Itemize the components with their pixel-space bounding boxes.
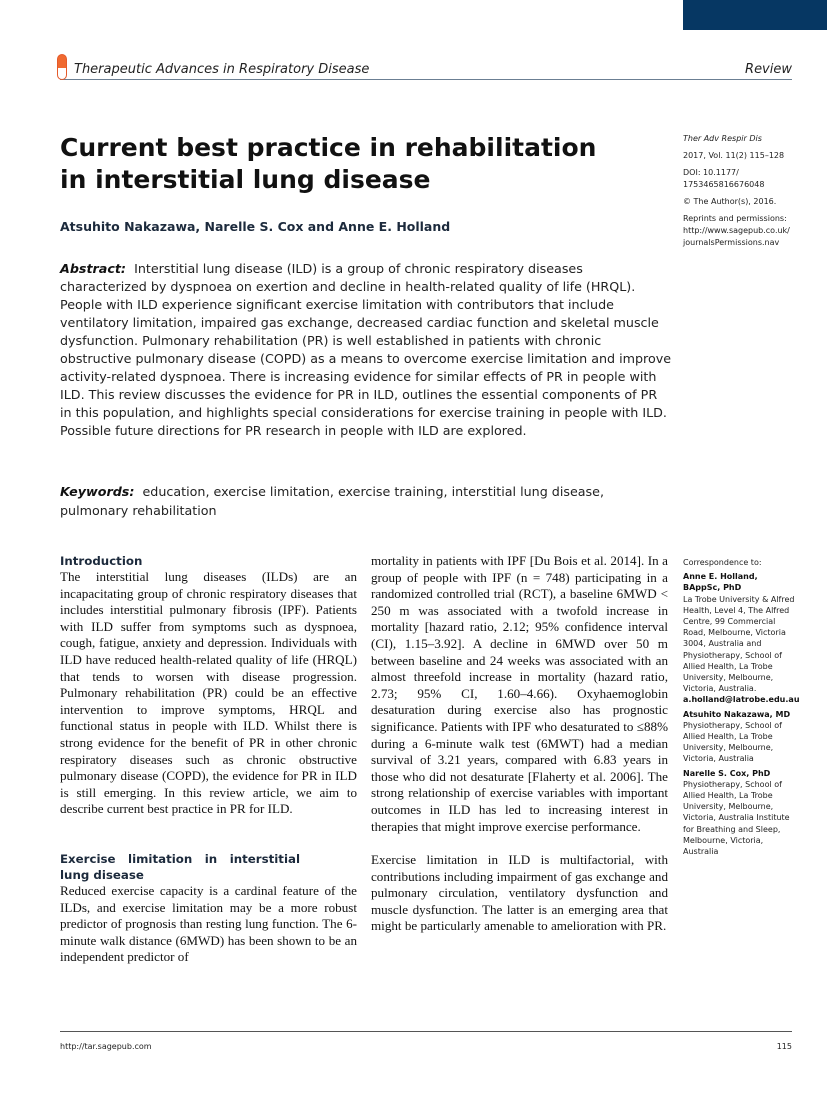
footer-divider [60, 1031, 792, 1032]
reprints[interactable]: Reprints and permissions: http://www.sagepub.co.uk/ journalsPermissions.nav [683, 214, 790, 247]
running-header [60, 60, 792, 80]
abstract-text: Interstitial lung disease (ILD) is a group of chronic respiratory diseases characterized by dyspnoea on exertion and decline in health-related quality of life (HRQL). People with ILD experience significant exercise limitation with contributors that include ventilatory limitation, impaired gas exchange, decreased cardiac function and skeletal muscle dysfunction. Pulmonary rehabilitation (PR) is well established in patients with chronic obstructive pulmonary disease (COPD) as a means to overcome exercise limitation and improve activity-related dyspnoea. There is increasing evidence for similar effects of PR in people with ILD. This review discusses the evidence for PR in ILD, outlines the essential components of PR in this population, and highlights special considerations for exercise training in people with ILD. Possible future directions for PR research in people with ILD are explored. [60, 261, 672, 438]
article-meta [683, 133, 808, 254]
correspondence [683, 557, 800, 860]
article-title: Current best practice in rehabilitation in interstitial lung disease [60, 133, 597, 194]
keywords [60, 482, 672, 520]
multifactorial-paragraph: Exercise limitation in ILD is multifactorial, with contributions including impairment of gas exchange and pulmonary circulation, ventilatory dysfunction and muscle dysfunction. The latter is an emerging area that might be particularly amenable to amelioration with PR. [371, 852, 668, 934]
body-column-2 [371, 553, 668, 935]
journal-abbr: Ther Adv Respir Dis [683, 134, 762, 143]
journal-name: Therapeutic Advances in Respiratory Disease [74, 62, 370, 77]
page-number: 115 [776, 1042, 792, 1051]
author-1-name: Anne E. Holland, BAppSc, PhD [683, 572, 758, 593]
author-1-email[interactable]: a.holland@latrobe.edu.au [683, 695, 800, 705]
author-2-name: Atsuhito Nakazawa, MD [683, 709, 791, 719]
keywords-label: Keywords: [60, 484, 135, 499]
author-3-address: Physiotherapy, School of Allied Health, La Trobe University, Melbourne, Victoria, Australia Institute for Breathing and Sleep, Melbourne, Victoria, Australia [683, 779, 790, 857]
section-heading-introduction: Introduction [60, 554, 143, 568]
doi: DOI: 10.1177/ 1753465816676048 [683, 168, 765, 189]
body-column-1 [60, 553, 357, 966]
section-heading-exercise-limitation: Exercise limitation in interstitial lung disease [60, 851, 300, 882]
volume: 2017, Vol. 11(2) 115–128 [683, 151, 785, 160]
authors: Atsuhito Nakazawa, Narelle S. Cox and Anne E. Holland [60, 219, 451, 234]
author-3-name: Narelle S. Cox, PhD [683, 768, 771, 778]
correspondence-label: Correspondence to: [683, 558, 762, 567]
copyright: © The Author(s), 2016. [683, 197, 777, 206]
exercise-paragraph: Reduced exercise capacity is a cardinal feature of the ILDs, and exercise limitation may be a more robust predictor of prognosis than resting lung function. The 6-minute walk distance (6MWD) has been shown to be an independent predictor of [60, 882, 357, 965]
footer-url[interactable]: http://tar.sagepub.com [60, 1042, 152, 1051]
journal-logo-icon [57, 54, 67, 80]
journal-color-block [683, 0, 827, 30]
intro-paragraph: The interstitial lung diseases (ILDs) are an incapacitating group of chronic respiratory diseases that includes interstitial pulmonary fibrosis (IPF). Patients with ILD suffer from symptoms such as dyspnoea, cough, fatigue, anxiety and depression. Individuals with ILD have reduced health-related quality of life (HRQL) that tends to worsen with disease progression. Pulmonary rehabilitation (PR) could be an effective intervention to improve symptoms, HRQL and functional status in people with ILD. Whilst there is strong evidence for the benefit of PR in other chronic respiratory diseases such as chronic obstructive pulmonary disease (COPD), the evidence for PR in ILD is still emerging. In this review article, we aim to describe current best practice in PR for ILD. [60, 569, 357, 817]
mortality-paragraph: mortality in patients with IPF [Du Bois et al. 2014]. In a group of people with IPF (n = 748) participating in a randomized controlled trial (RCT), a baseline 6MWD < 250 m was associated with a twofold increase in mortality [hazard ratio, 2.12; 95% confidence interval (CI), 1.15–3.92]. A decline in 6MWD over 50 m between baseline and 24 weeks was associated with an almost threefold increase in mortality (hazard ratio, 2.73; 95% CI, 1.60–4.66). Oxyhaemoglobin desaturation during exercise also has prognostic significance. Patients with IPF who desaturated to ≤88% during a 6-minute walk test (6MWT) had a median survival of 3.21 years, compared with 6.83 years in those who did not desaturate [Flaherty et al. 2006]. The strong relationship of exercise variables with important outcomes in ILD has led to increasing interest in therapies that might improve exercise performance. [371, 553, 668, 834]
abstract [60, 260, 672, 440]
abstract-label: Abstract: [60, 261, 126, 276]
keywords-text: education, exercise limitation, exercise training, interstitial lung disease, pulmonary rehabilitation [60, 484, 604, 518]
article-type: Review [745, 62, 792, 77]
author-2-address: Physiotherapy, School of Allied Health, La Trobe University, Melbourne, Victoria, Australia [683, 720, 782, 764]
author-1-address: La Trobe University & Alfred Health, Level 4, The Alfred Centre, 99 Commercial Road, Melbourne, Victoria 3004, Australia and Physiotherapy, School of Allied Health, La Trobe University, Melbourne, Victoria, Australia. [683, 594, 795, 694]
